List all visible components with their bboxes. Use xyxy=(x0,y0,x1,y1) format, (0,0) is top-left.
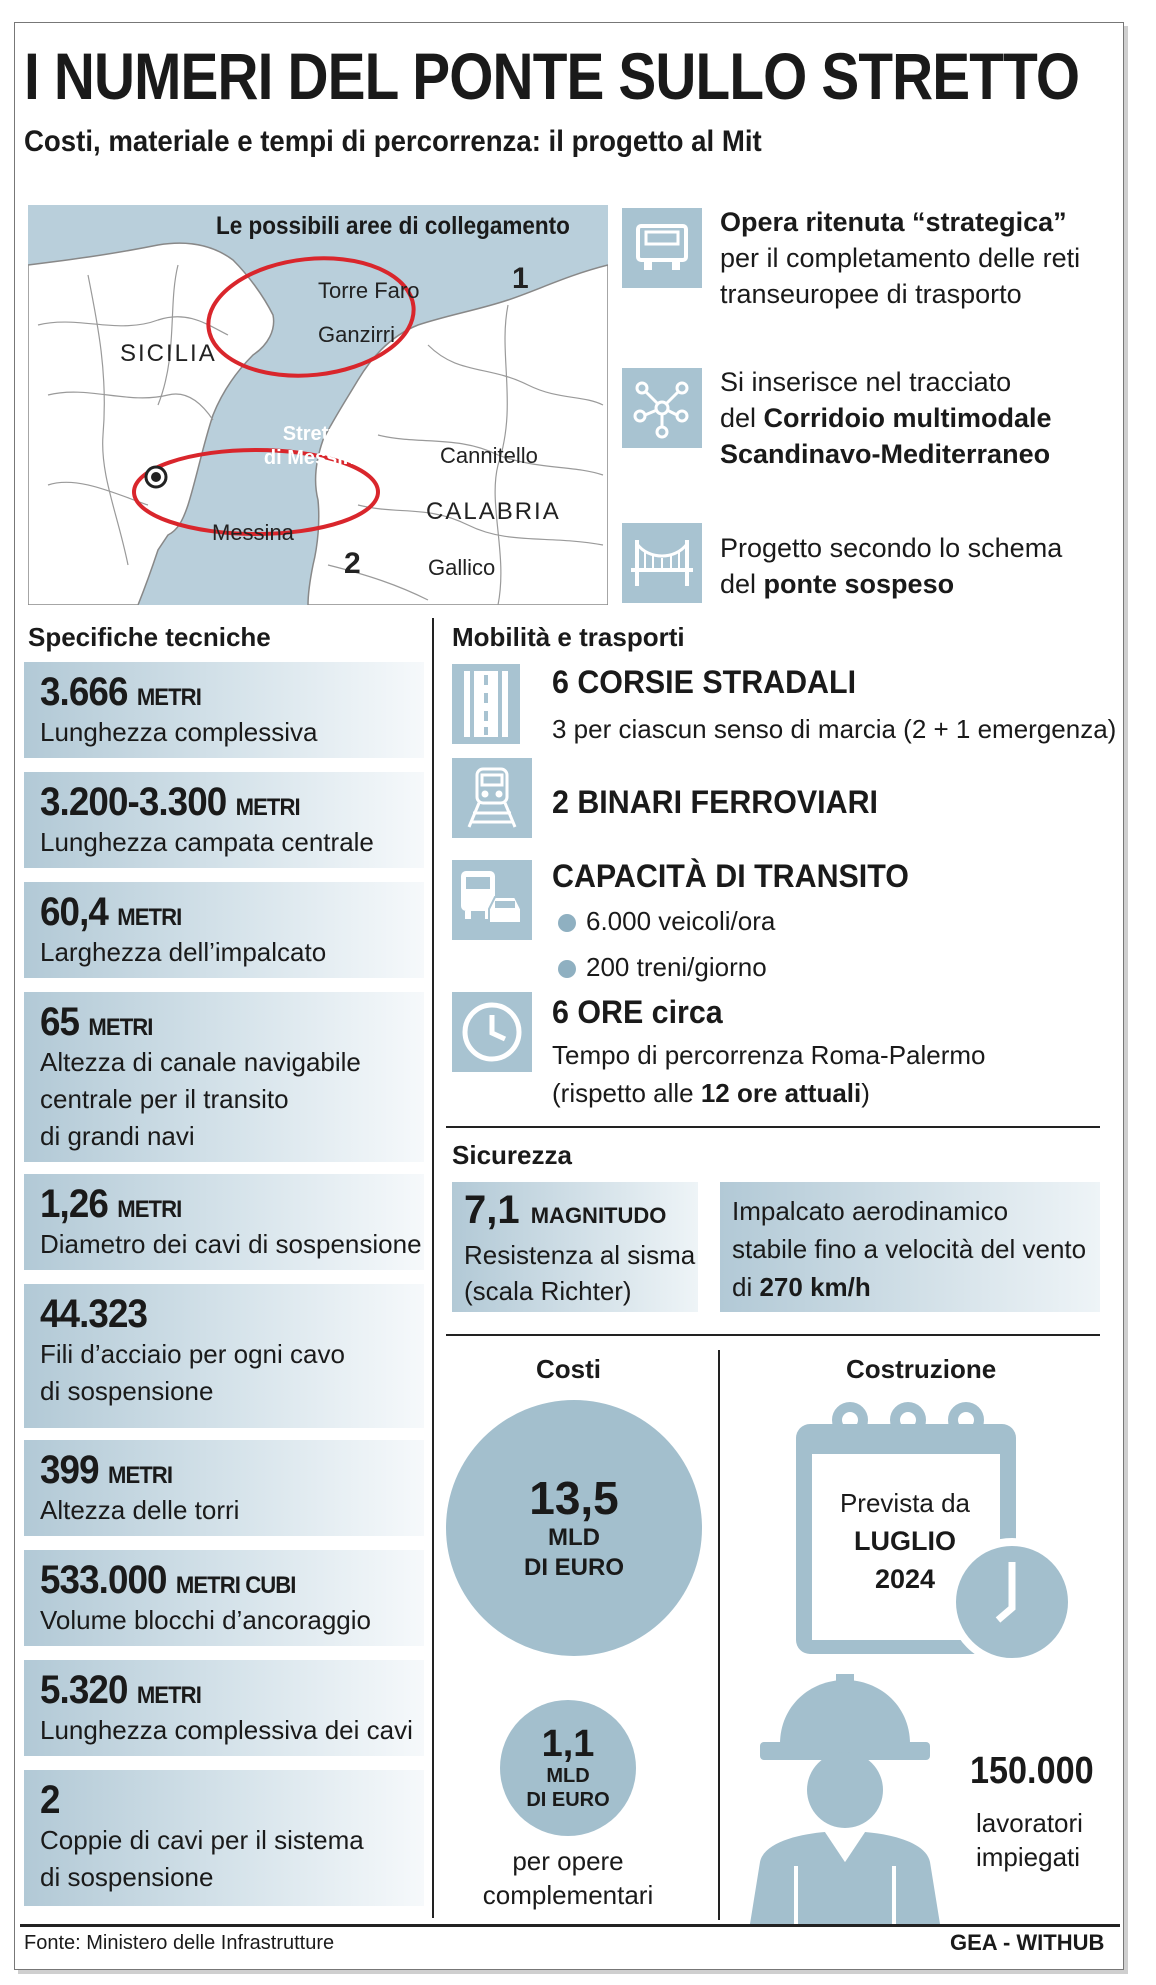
cost-extra-value: 1,1 xyxy=(541,1723,595,1765)
spec-value: 1,26 METRI xyxy=(40,1182,182,1226)
label-messina: Messina xyxy=(212,520,294,545)
divider-safety xyxy=(446,1126,1100,1128)
label-calabria: CALABRIA xyxy=(426,498,561,525)
spec-value: 2 xyxy=(40,1778,60,1822)
spec-description: Larghezza dell’impalcato xyxy=(40,937,327,967)
worker-icon xyxy=(730,1666,960,1924)
workers-desc: lavoratori impiegati xyxy=(976,1808,1083,1872)
spec-value: 60,4 METRI xyxy=(40,890,182,934)
label-stretto: Stretto di Messina xyxy=(263,423,367,469)
costs-divider xyxy=(718,1350,720,1920)
vehicles-icon xyxy=(452,860,532,940)
footer-divider xyxy=(20,1924,1120,1927)
cost-main-unit-1: MLD xyxy=(548,1524,600,1551)
spec-value: 65 METRI xyxy=(40,1000,153,1044)
road-lanes-icon xyxy=(452,664,520,744)
train-icon xyxy=(452,758,532,838)
feature-strategic: Opera ritenuta “strategica” per il completamento delle reti transeuropee di trasporto xyxy=(720,207,1081,309)
spec-description: Coppie di cavi per il sistema di sospensione xyxy=(40,1825,364,1892)
time-title: 6 ORE circa xyxy=(552,994,723,1030)
spec-unit: METRI xyxy=(107,1462,173,1489)
capacity-trains: 200 treni/giorno xyxy=(558,948,767,986)
footer-credit: GEA - WITHUB xyxy=(950,1930,1105,1955)
rail-title: 2 BINARI FERROVIARI xyxy=(552,784,878,820)
spec-unit: METRI xyxy=(117,1196,182,1223)
spec-card xyxy=(24,1440,424,1536)
spec-unit: METRI xyxy=(235,794,300,821)
label-ganzirri: Ganzirri xyxy=(318,322,396,347)
spec-unit: METRI xyxy=(136,684,201,711)
spec-unit: METRI xyxy=(88,1014,153,1041)
construction-heading: Costruzione xyxy=(846,1354,997,1384)
column-divider xyxy=(432,618,434,1918)
cost-main-unit-2: DI EURO xyxy=(523,1554,624,1581)
label-torre-faro: Torre Faro xyxy=(318,278,420,303)
label-sicilia: SICILIA xyxy=(120,340,217,367)
spec-value: 399 METRI xyxy=(40,1448,173,1492)
capacity-vehicles: 6.000 veicoli/ora xyxy=(558,902,775,940)
safety-heading: Sicurezza xyxy=(452,1140,572,1170)
feature-suspension: Progetto secondo lo schema del ponte sospeso xyxy=(720,533,1063,599)
spec-card xyxy=(24,1770,424,1906)
spec-description: Lunghezza complessiva xyxy=(40,717,318,747)
page-title: I NUMERI DEL PONTE SULLO STRETTO xyxy=(24,39,1080,113)
label-area-1: 1 xyxy=(512,262,529,295)
wind-desc-3: di 270 km/h xyxy=(732,1272,871,1302)
cost-main-circle xyxy=(446,1400,702,1656)
page-subtitle: Costi, materiale e tempi di percorrenza: il progetto al Mit xyxy=(24,125,762,158)
spec-card xyxy=(24,1550,424,1646)
spec-unit: METRI xyxy=(117,904,182,931)
truck-icon xyxy=(622,208,702,288)
label-cannitello: Cannitello xyxy=(440,443,538,468)
cost-extra-unit-2: DI EURO xyxy=(526,1789,610,1811)
spec-description: Altezza di canale navigabile centrale per il transito di grandi navi xyxy=(40,1047,361,1151)
label-gallico: Gallico xyxy=(428,555,496,580)
bullet-icon xyxy=(558,960,576,978)
spec-description: Fili d’acciaio per ogni cavo di sospensione xyxy=(40,1339,345,1406)
quake-card xyxy=(452,1182,698,1312)
bullet-icon xyxy=(558,914,576,932)
bridge-icon xyxy=(622,523,702,603)
spec-card xyxy=(24,662,424,758)
network-icon xyxy=(622,368,702,448)
spec-value: 3.666 METRI xyxy=(40,670,201,714)
wind-desc-2: stabile fino a velocità del vento xyxy=(732,1234,1087,1264)
label-area-2: 2 xyxy=(344,547,361,580)
mobility-heading: Mobilità e trasporti xyxy=(452,622,685,652)
spec-value: 5.320 METRI xyxy=(40,1668,201,1712)
spec-value: 533.000 METRI CUBI xyxy=(40,1558,296,1602)
spec-card xyxy=(24,992,424,1162)
spec-description: Diametro dei cavi di sospensione xyxy=(40,1229,422,1259)
spec-unit: METRI CUBI xyxy=(175,1572,296,1599)
spec-description: Volume blocchi d’ancoraggio xyxy=(40,1605,371,1635)
spec-description: Lunghezza complessiva dei cavi xyxy=(40,1715,413,1745)
cost-main-value: 13,5 xyxy=(529,1472,619,1524)
quake-desc-2: (scala Richter) xyxy=(464,1276,632,1306)
spec-card xyxy=(24,772,424,868)
spec-unit: METRI xyxy=(136,1682,201,1709)
spec-value: 3.200-3.300 METRI xyxy=(40,780,300,824)
time-subtitle-2: (rispetto alle 12 ore attuali) xyxy=(552,1078,870,1108)
cost-extra-unit-1: MLD xyxy=(546,1765,590,1787)
quake-desc-1: Resistenza al sisma xyxy=(464,1240,696,1270)
specs-heading: Specifiche tecniche xyxy=(28,622,271,652)
divider-costs xyxy=(446,1334,1100,1336)
quake-value: 7,1 MAGNITUDO xyxy=(464,1188,667,1232)
lanes-subtitle: 3 per ciascun senso di marcia (2 + 1 emergenza) xyxy=(552,714,1117,744)
time-subtitle-1: Tempo di percorrenza Roma-Palermo xyxy=(552,1040,986,1070)
cost-extra-circle xyxy=(500,1700,636,1836)
spec-card xyxy=(24,882,424,978)
footer-source: Fonte: Ministero delle Infrastrutture xyxy=(24,1932,335,1954)
feature-corridor: Si inserisce nel tracciato del Corridoio multimodale Scandinavo-Mediterraneo xyxy=(720,367,1052,469)
wind-desc-1: Impalcato aerodinamico xyxy=(732,1196,1009,1226)
costs-heading: Costi xyxy=(536,1354,601,1384)
spec-description: Lunghezza campata centrale xyxy=(40,827,374,857)
workers-value: 150.000 xyxy=(970,1750,1094,1792)
wind-card xyxy=(720,1182,1100,1312)
spec-card xyxy=(24,1660,424,1756)
capacity-title: CAPACITÀ DI TRANSITO xyxy=(552,858,909,894)
spec-value: 44.323 xyxy=(40,1292,148,1336)
construction-date: Prevista da LUGLIO 2024 xyxy=(839,1488,971,1594)
cost-extra-desc: per opere complementari xyxy=(482,1846,654,1910)
spec-description: Altezza delle torri xyxy=(40,1495,240,1525)
lanes-title: 6 CORSIE STRADALI xyxy=(552,664,857,700)
clock-icon xyxy=(452,992,532,1072)
spec-card xyxy=(24,1284,424,1428)
spec-card xyxy=(24,1174,424,1270)
map-title: Le possibili aree di collegamento xyxy=(216,212,570,240)
